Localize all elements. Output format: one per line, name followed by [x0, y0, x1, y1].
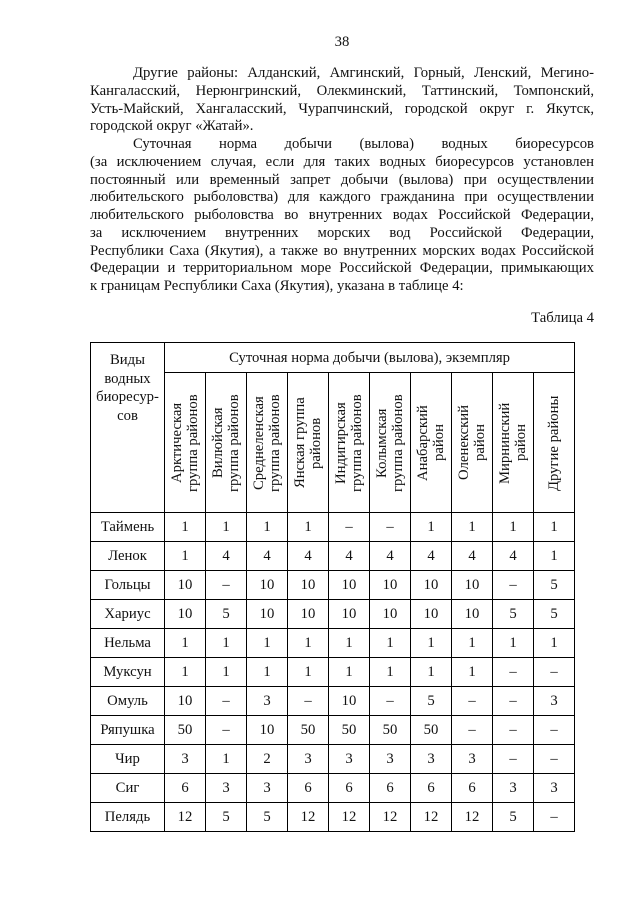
rotated-header-text	[374, 377, 406, 509]
table-cell: 10	[411, 600, 452, 629]
column-header-line: район	[513, 424, 529, 461]
table-cell: 4	[288, 542, 329, 571]
row-label: Омуль	[91, 687, 165, 716]
table-cell: 5	[247, 803, 288, 832]
table-cell: –	[534, 658, 575, 687]
paragraph-line: постоянный или временный запрет добычи (вылова) при осуществлении	[90, 171, 594, 188]
row-label: Муксун	[91, 658, 165, 687]
table-cell: 4	[452, 542, 493, 571]
row-label: Пелядь	[91, 803, 165, 832]
column-header-arctic-group	[165, 373, 206, 513]
species-header-line: биоресур-	[96, 389, 159, 406]
column-header-line: группа районов	[267, 393, 283, 492]
body-text	[90, 65, 594, 296]
paragraph-line: Кангаласский, Нерюнгринский, Олекминский, Таттинский, Томпонский,	[90, 82, 594, 99]
table-cell: –	[493, 716, 534, 745]
table-cell: 10	[452, 571, 493, 600]
row-label: Таймень	[91, 513, 165, 542]
column-header-line: район	[431, 424, 447, 461]
table-cell: –	[452, 687, 493, 716]
table-row-omul	[91, 687, 575, 716]
rotated-header-text	[251, 377, 283, 509]
column-header-other-districts	[534, 373, 575, 513]
column-header-sredneleny-group	[247, 373, 288, 513]
table-cell: 12	[452, 803, 493, 832]
table-cell: 3	[288, 745, 329, 774]
table-cell: 1	[452, 629, 493, 658]
table-cell: 1	[288, 658, 329, 687]
column-header-line: группа районов	[390, 393, 406, 492]
table-cell: 5	[411, 687, 452, 716]
column-header-line: группа районов	[185, 393, 201, 492]
species-header-line: водных	[104, 370, 151, 387]
table-cell: 3	[534, 687, 575, 716]
table-cell: 10	[247, 716, 288, 745]
rotated-header-text	[497, 377, 529, 509]
table-cell: 1	[247, 658, 288, 687]
table-row-peled	[91, 803, 575, 832]
column-header-line: Вилюйская	[210, 407, 226, 478]
table-cell: 10	[329, 571, 370, 600]
table-cell: –	[452, 716, 493, 745]
table-cell: –	[329, 513, 370, 542]
table-cell: 6	[370, 774, 411, 803]
table-cell: –	[534, 745, 575, 774]
paragraph-line: любительского рыболовства во внутренних водах Российской Федерации,	[90, 207, 594, 223]
table-cell: 5	[206, 803, 247, 832]
table-cell: –	[493, 745, 534, 774]
table-cell: 1	[329, 658, 370, 687]
table-cell: 1	[411, 658, 452, 687]
table-cell: 3	[165, 745, 206, 774]
table-cell: 50	[370, 716, 411, 745]
column-header-line: Анабарский	[415, 404, 431, 481]
table-cell: 4	[493, 542, 534, 571]
table-cell: 3	[534, 774, 575, 803]
column-header-line: группа районов	[226, 393, 242, 492]
table-cell: 10	[370, 600, 411, 629]
paragraph-districts-list	[90, 65, 594, 136]
paragraph-line: городской округ «Жатай».	[90, 118, 254, 135]
table-cell: 4	[411, 542, 452, 571]
paragraph-line: за исключением внутренних морских вод Российской Федерации,	[90, 224, 594, 241]
table-cell: –	[493, 658, 534, 687]
row-label: Гольцы	[91, 571, 165, 600]
table-cell: 1	[411, 629, 452, 658]
table-cell: 50	[411, 716, 452, 745]
table-cell: 5	[534, 571, 575, 600]
table-cell: 3	[329, 745, 370, 774]
daily-norm-group-header: Суточная норма добычи (вылова), экземпляр	[165, 343, 575, 373]
column-header-kolyma-group	[370, 373, 411, 513]
table-cell: 1	[288, 513, 329, 542]
table-cell: 50	[329, 716, 370, 745]
table-cell: 1	[370, 658, 411, 687]
table-cell: 1	[329, 629, 370, 658]
table-cell: 3	[452, 745, 493, 774]
table-cell: 1	[165, 513, 206, 542]
row-label: Сиг	[91, 774, 165, 803]
table-cell: 10	[329, 600, 370, 629]
table-cell: 6	[288, 774, 329, 803]
row-label: Чир	[91, 745, 165, 774]
species-header-line: Виды	[110, 352, 145, 368]
table-cell: 10	[247, 600, 288, 629]
table-cell: 1	[534, 513, 575, 542]
table-cell: 12	[370, 803, 411, 832]
table-header-row	[91, 343, 575, 373]
table-cell: 2	[247, 745, 288, 774]
table-row-char	[91, 571, 575, 600]
table-cell: 6	[452, 774, 493, 803]
column-header-line: Мирнинский	[497, 401, 513, 484]
table-cell: 1	[165, 658, 206, 687]
species-column-header	[91, 343, 165, 513]
row-label: Ряпушка	[91, 716, 165, 745]
table-cell: 1	[206, 745, 247, 774]
column-header-anabar-district	[411, 373, 452, 513]
table-cell: 1	[452, 658, 493, 687]
paragraph-daily-catch-norm	[90, 136, 594, 296]
column-header-vilyuy-group	[206, 373, 247, 513]
table-cell: 6	[411, 774, 452, 803]
table-cell: 1	[411, 513, 452, 542]
table-cell: 10	[288, 600, 329, 629]
rotated-header-text	[169, 377, 201, 509]
table-cell: 1	[206, 629, 247, 658]
table-row-vendace	[91, 716, 575, 745]
table-cell: –	[206, 716, 247, 745]
column-header-line: Арктическая	[169, 402, 185, 483]
column-header-line: группа районов	[349, 393, 365, 492]
table-cell: 1	[165, 542, 206, 571]
column-header-mirny-district	[493, 373, 534, 513]
table-cell: 1	[534, 629, 575, 658]
rotated-header-text	[546, 377, 562, 509]
table-cell: 10	[370, 571, 411, 600]
table-cell: 12	[288, 803, 329, 832]
table-cell: 3	[206, 774, 247, 803]
table-cell: 1	[206, 658, 247, 687]
table-cell: 10	[288, 571, 329, 600]
table-cell: –	[206, 687, 247, 716]
table-cell: 10	[411, 571, 452, 600]
table-cell: 50	[165, 716, 206, 745]
table-cell: –	[493, 687, 534, 716]
column-header-olenek-district	[452, 373, 493, 513]
table-row-lenok	[91, 542, 575, 571]
row-label: Хариус	[91, 600, 165, 629]
table-row-grayling	[91, 600, 575, 629]
table-row-broad-whitefish	[91, 745, 575, 774]
column-header-line: Оленекский	[456, 405, 472, 480]
table-cell: 1	[452, 513, 493, 542]
column-header-indigirka-group	[329, 373, 370, 513]
table-cell: 3	[247, 687, 288, 716]
table-cell: 12	[165, 803, 206, 832]
table-cell: 5	[493, 803, 534, 832]
table-cell: 4	[370, 542, 411, 571]
table-cell: 10	[452, 600, 493, 629]
column-header-line: Янская группа	[292, 397, 308, 488]
catch-norm-table	[90, 342, 575, 832]
table-cell: 1	[493, 629, 534, 658]
table-cell: 10	[165, 571, 206, 600]
table-cell: –	[493, 571, 534, 600]
table-cell: 3	[493, 774, 534, 803]
table-cell: 10	[247, 571, 288, 600]
table-cell: –	[206, 571, 247, 600]
table-cell: 5	[493, 600, 534, 629]
column-header-line: районов	[308, 416, 324, 469]
table-cell: 4	[247, 542, 288, 571]
table-cell: 1	[247, 513, 288, 542]
column-header-line: район	[472, 424, 488, 461]
row-label: Нельма	[91, 629, 165, 658]
table-cell: 3	[247, 774, 288, 803]
column-header-line: Индигирская	[333, 401, 349, 484]
rotated-header-text	[415, 377, 447, 509]
table-cell: –	[534, 716, 575, 745]
paragraph-line: Другие районы: Алданский, Амгинский, Горный, Ленский, Мегино-	[133, 65, 594, 81]
table-cell: 1	[493, 513, 534, 542]
table-cell: 10	[165, 687, 206, 716]
table-cell: –	[370, 513, 411, 542]
paragraph-line: Суточная норма добычи (вылова) водных биоресурсов	[133, 136, 594, 152]
table-cell: 4	[206, 542, 247, 571]
table-cell: 5	[534, 600, 575, 629]
row-label: Ленок	[91, 542, 165, 571]
table-cell: 12	[329, 803, 370, 832]
paragraph-line: Республики Саха (Якутия), а также во внутренних морских водах Российской	[90, 242, 594, 259]
table-row-whitefish	[91, 774, 575, 803]
table-cell: 12	[411, 803, 452, 832]
table-cell: 10	[329, 687, 370, 716]
table-cell: –	[370, 687, 411, 716]
column-header-yana-group	[288, 373, 329, 513]
table-cell: 1	[534, 542, 575, 571]
table-cell: 6	[329, 774, 370, 803]
paragraph-line: к границам Республики Саха (Якутия), указана в таблице 4:	[90, 278, 464, 294]
table-cell: 6	[165, 774, 206, 803]
species-header-line: сов	[117, 408, 138, 425]
table-cell: 3	[370, 745, 411, 774]
column-header-line: Колымская	[374, 407, 390, 478]
paragraph-line: любительского рыболовства) для каждого гражданина при осуществлении	[90, 189, 594, 206]
table-cell: 10	[165, 600, 206, 629]
column-header-line: Среднеленская	[251, 395, 267, 490]
table-cell: –	[288, 687, 329, 716]
rotated-header-text	[333, 377, 365, 509]
table-row-taimen	[91, 513, 575, 542]
table-cell: 3	[411, 745, 452, 774]
paragraph-line: Усть-Майский, Хангаласский, Чурапчинский, городской округ г. Якутск,	[90, 100, 594, 117]
table-caption: Таблица 4	[531, 310, 594, 326]
page-number: 38	[334, 34, 350, 50]
table-cell: 1	[288, 629, 329, 658]
table-cell: 4	[329, 542, 370, 571]
paragraph-line: (за исключением случая, если для таких водных биоресурсов установлен	[90, 153, 594, 170]
table-cell: 50	[288, 716, 329, 745]
table-cell: 1	[370, 629, 411, 658]
rotated-header-text	[456, 377, 488, 509]
table-cell: 1	[206, 513, 247, 542]
table-row-muksun	[91, 658, 575, 687]
rotated-header-text	[210, 377, 242, 509]
table-row-nelma	[91, 629, 575, 658]
table-cell: 1	[165, 629, 206, 658]
paragraph-line: Федерации и территориальном море Российской Федерации, примыкающих	[90, 260, 594, 277]
table-cell: 5	[206, 600, 247, 629]
column-header-line: Другие районы	[546, 394, 563, 491]
table-cell: 1	[247, 629, 288, 658]
rotated-header-text	[292, 377, 324, 509]
table-cell: –	[534, 803, 575, 832]
